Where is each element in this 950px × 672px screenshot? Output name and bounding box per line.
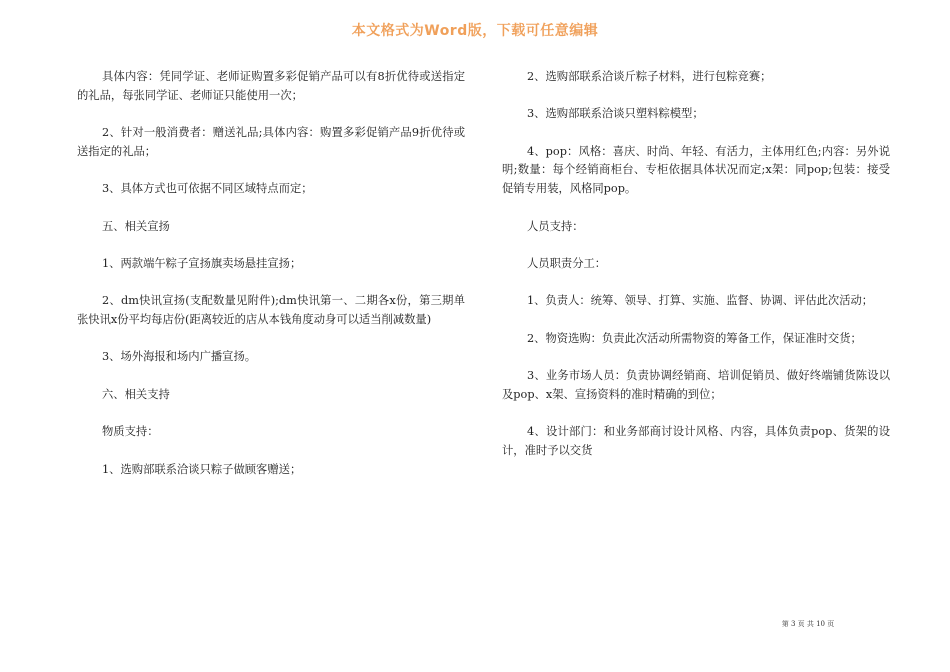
document-header-title: 本文格式为Word版，下载可任意编辑 <box>351 23 599 39</box>
paragraph: 3、业务市场人员：负责协调经销商、培训促销员、做好终端铺货陈设以及pop、x架、宣扬资料的准时精确的到位； <box>502 369 890 401</box>
paragraph: 2、选购部联系洽谈斤粽子材料，进行包粽竞赛； <box>527 70 772 83</box>
paragraph: 4、设计部门：和业务部商讨设计风格、内容，具体负责pop、货架的设计，准时予以交货 <box>502 425 890 457</box>
section-heading: 六、相关支持 <box>102 387 170 401</box>
paragraph: 3、具体方式也可依据不同区域特点而定； <box>102 182 313 196</box>
paragraph: 1、负责人：统筹、领导、打算、实施、监督、协调、评估此次活动； <box>527 294 874 308</box>
paragraph: 3、选购部联系洽谈只塑料粽模型； <box>527 107 704 121</box>
paragraph: 3、场外海报和场内广播宣扬。 <box>102 350 257 364</box>
paragraph: 2、物资选购：负责此次活动所需物资的筹备工作，保证准时交货； <box>527 331 862 345</box>
paragraph: 2、针对一般消费者：赠送礼品;具体内容：购置多彩促销产品9折优待或送指定的礼品； <box>77 126 465 158</box>
paragraph: 1、选购部联系洽谈只粽子做顾客赠送； <box>102 462 302 476</box>
paragraph: 2、dm快讯宣扬(支配数量见附件);dm快讯第一、二期各x份，第三期单张快讯x份平均每店份(距离较近的店从本钱角度动身可以适当削减数量) <box>77 294 465 327</box>
subsection-label: 人员支持： <box>527 219 584 233</box>
right-text-column <box>502 68 890 461</box>
page-number: 第 3 页 共 10 页 <box>781 620 835 628</box>
paragraph: 1、两款端午粽子宣扬旗卖场悬挂宣扬； <box>102 256 302 270</box>
paragraph: 4、pop：风格：喜庆、时尚、年轻、有活力，主体用红色;内容：另外说明;数量：每个经销商柜台、专柜依据具体状况而定;x架：同pop;包装：接受促销专用装，风格同pop。 <box>502 144 890 196</box>
paragraph: 具体内容：凭同学证、老师证购置多彩促销产品可以有8折优待或送指定的礼品，每张同学证、老师证只能使用一次； <box>77 70 465 102</box>
section-heading: 五、相关宣扬 <box>102 219 170 233</box>
left-text-column <box>77 68 465 479</box>
subsection-label: 人员职责分工： <box>527 256 607 270</box>
subsection-label: 物质支持： <box>102 425 159 439</box>
